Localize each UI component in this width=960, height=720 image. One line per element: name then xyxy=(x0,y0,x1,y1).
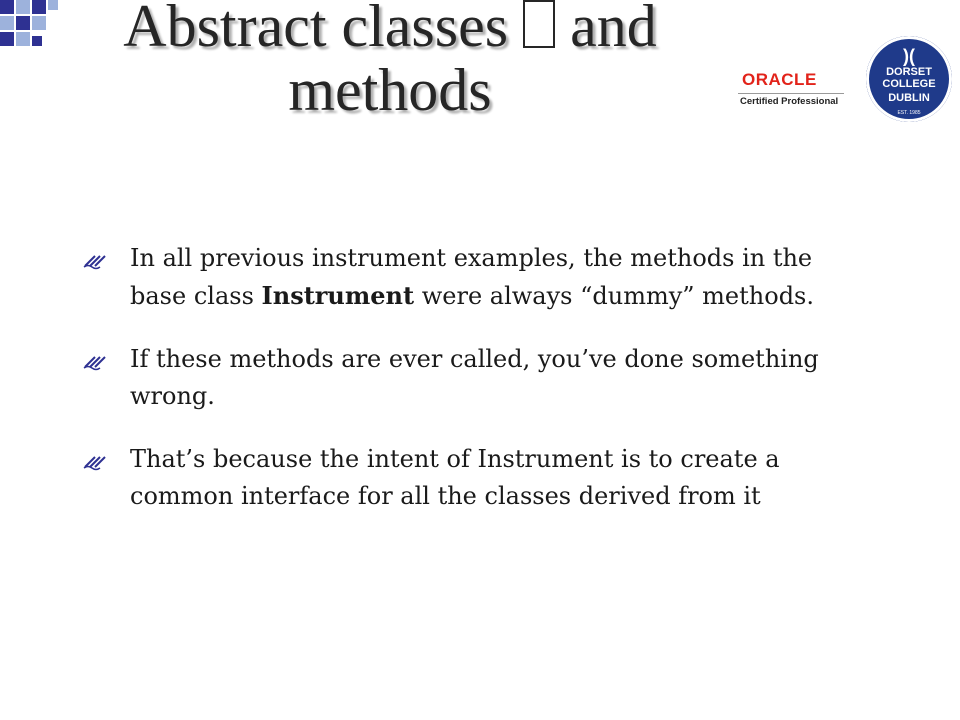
bullet-bold-text: Instrument xyxy=(261,281,415,310)
title-part-2: and methods xyxy=(288,0,657,123)
title-part-1: Abstract classes xyxy=(123,0,509,59)
college-emblem-icon: )( xyxy=(903,46,915,66)
scroll-icon xyxy=(82,351,112,371)
scroll-icon xyxy=(82,250,112,270)
decorative-squares xyxy=(0,0,100,60)
oracle-brand: ORACLE xyxy=(742,70,817,89)
bullet-text: That’s because the intent of Instrument is to create a common interface for all the classes derived from it xyxy=(130,445,780,510)
bullet-text-tail: were always “dummy” methods. xyxy=(414,282,814,310)
bullet-text: In all previous instrument examples, the methods in the base class xyxy=(130,244,813,310)
bullet-item xyxy=(80,341,860,415)
college-line-2: COLLEGE xyxy=(882,78,936,90)
bullet-item xyxy=(80,441,860,515)
college-line-1: DORSET xyxy=(886,66,932,78)
dorset-college-logo xyxy=(866,36,952,122)
oracle-divider xyxy=(738,93,844,94)
oracle-certified-logo xyxy=(736,70,846,110)
college-line-3: DUBLIN xyxy=(888,92,930,104)
missing-glyph-box xyxy=(523,0,555,48)
bullet-item xyxy=(80,240,860,315)
slide-title xyxy=(100,0,680,122)
bullet-text: If these methods are ever called, you’ve done something wrong. xyxy=(130,345,819,410)
bullet-list xyxy=(80,240,860,541)
oracle-subtitle: Certified Professional xyxy=(740,96,839,107)
scroll-icon xyxy=(82,451,112,471)
college-est: EST. 1985 xyxy=(897,110,921,116)
